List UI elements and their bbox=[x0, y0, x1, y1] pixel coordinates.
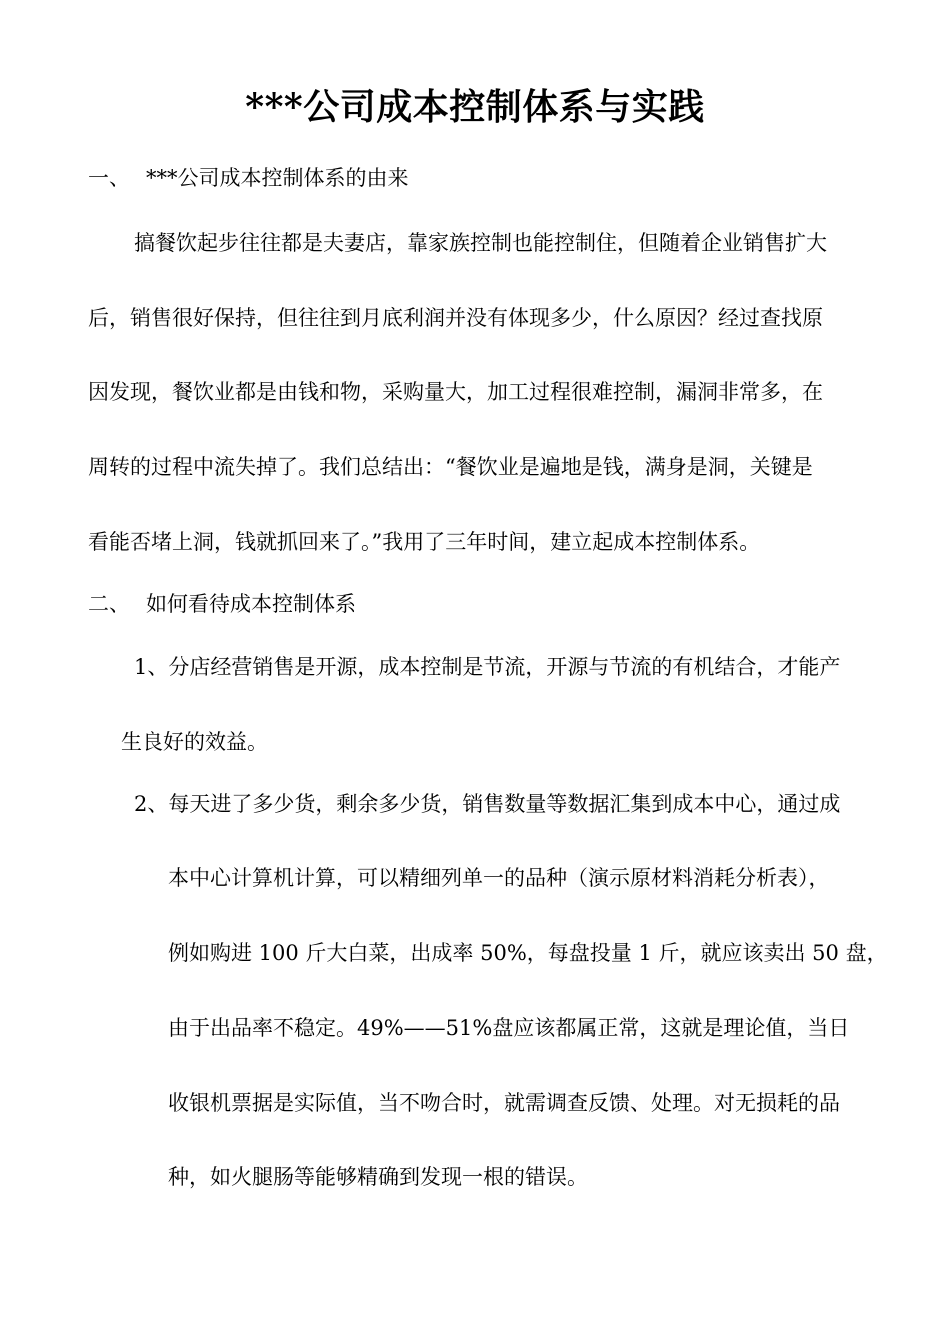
list-item-line: 2、每天进了多少货，剩余多少货，销售数量等数据汇集到成本中心，通过成 bbox=[134, 792, 841, 816]
list-item-line: 1、分店经营销售是开源，成本控制是节流，开源与节流的有机结合，才能产 bbox=[134, 655, 841, 679]
paragraph-line: 因发现，餐饮业都是由钱和物，采购量大，加工过程很难控制，漏洞非常多，在 bbox=[88, 380, 823, 404]
list-item-line: 例如购进 100 斤大白菜，出成率 50%，每盘投量 1 斤，就应该卖出 50 盘， bbox=[168, 941, 888, 965]
list-item-line: 本中心计算机计算，可以精细列单一的品种（演示原材料消耗分析表）， bbox=[168, 866, 830, 890]
section-title: 如何看待成本控制体系 bbox=[146, 592, 356, 616]
paragraph-line: 周转的过程中流失掉了。我们总结出：“餐饮业是遍地是钱，满身是洞，关键是 bbox=[88, 455, 813, 479]
section-number: 二、 bbox=[88, 592, 130, 616]
list-item-line: 生良好的效益。 bbox=[121, 730, 268, 754]
paragraph-line: 后，销售很好保持，但往往到月底利润并没有体现多少，什么原因？经过查找原 bbox=[88, 306, 823, 330]
list-item-line: 由于出品率不稳定。49%——51%盘应该都属正常，这就是理论值，当日 bbox=[168, 1016, 850, 1040]
section-heading-1 bbox=[88, 163, 409, 193]
section-title: ***公司成本控制体系的由来 bbox=[146, 166, 409, 190]
document-title: ***公司成本控制体系与实践 bbox=[245, 86, 705, 128]
list-item-line: 收银机票据是实际值，当不吻合时，就需调查反馈、处理。对无损耗的品 bbox=[168, 1091, 840, 1115]
section-heading-2 bbox=[88, 589, 356, 619]
section-number: 一、 bbox=[88, 166, 130, 190]
list-item-line: 种，如火腿肠等能够精确到发现一根的错误。 bbox=[168, 1165, 588, 1189]
paragraph-line: 看能否堵上洞，钱就抓回来了。”我用了三年时间，建立起成本控制体系。 bbox=[88, 530, 761, 554]
paragraph-line: 搞餐饮起步往往都是夫妻店，靠家族控制也能控制住，但随着企业销售扩大 bbox=[134, 231, 827, 255]
